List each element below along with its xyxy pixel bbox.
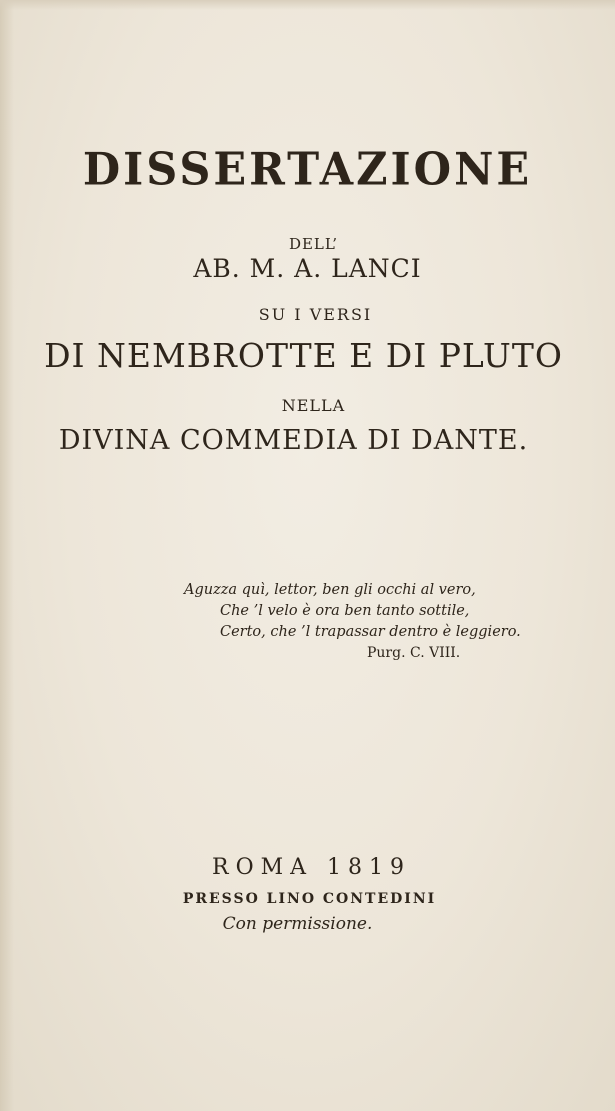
epigraph-line-2: Che ’l velo è ora ben tanto sottile, (220, 603, 470, 619)
imprint-place-year: ROMA 1819 (212, 855, 411, 880)
title-subject: DI NEMBROTTE E DI PLUTO (44, 336, 563, 375)
epigraph-citation: Purg. C. VIII. (367, 645, 461, 661)
epigraph (184, 580, 604, 664)
author-name: AB. M. A. LANCI (193, 254, 422, 283)
epigraph-line-1: Aguzza quì, lettor, ben gli occhi al vero, (184, 582, 476, 598)
epigraph-line-3: Certo, che ’l trapassar dentro è leggiero. (220, 624, 521, 640)
book-title: DISSERTAZIONE (82, 143, 533, 197)
imprint-printer: PRESSO LINO CONTEDINI (182, 891, 437, 907)
title-work: DIVINA COMMEDIA DI DANTE. (58, 425, 529, 456)
title-dell: DELL’ (288, 235, 339, 253)
page-edge-shadow-top (0, 0, 615, 10)
title-nella: NELLA (281, 396, 346, 415)
imprint-permission: Con permissione. (222, 914, 373, 934)
title-su-i-versi: SU I VERSI (258, 305, 373, 324)
